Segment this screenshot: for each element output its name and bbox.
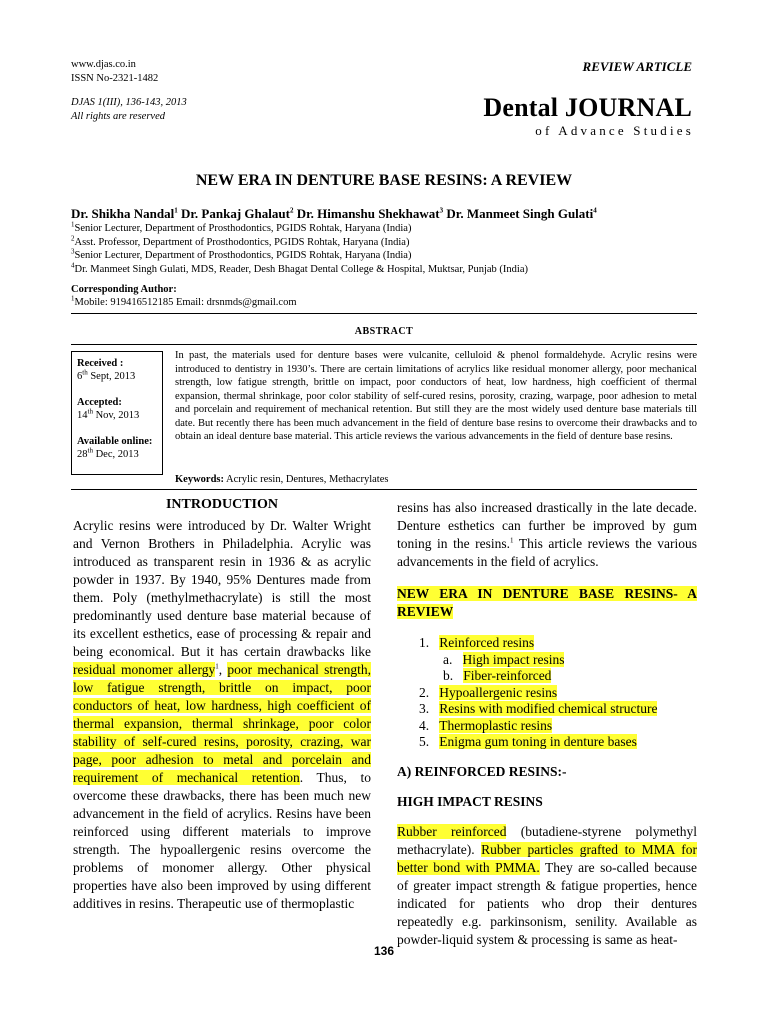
accepted-date: 14th Nov, 2013 bbox=[77, 407, 140, 421]
review-heading bbox=[397, 585, 697, 621]
keywords bbox=[175, 474, 388, 485]
author-name: Dr. Himanshu Shekhawat bbox=[293, 206, 440, 221]
affiliation-sup: 3 bbox=[71, 247, 75, 256]
corresponding-sup: 1 bbox=[71, 294, 75, 303]
journal-citation: DJAS 1(III), 136-143, 2013 bbox=[71, 97, 187, 108]
affiliation-sup: 1 bbox=[71, 220, 75, 229]
page-number: 136 bbox=[373, 944, 395, 958]
highlighted-text: Rubber reinforced bbox=[397, 823, 507, 839]
author-name: Dr. Pankaj Ghalaut bbox=[177, 206, 290, 221]
list-item: 5. Enigma gum toning in denture bases bbox=[419, 734, 637, 749]
journal-info bbox=[71, 58, 187, 124]
author-name: Dr. Shikha Nandal bbox=[71, 206, 175, 221]
highlighted-text: Reinforced resins bbox=[439, 635, 535, 650]
corresponding-label: Corresponding Author: bbox=[71, 284, 177, 295]
affiliation bbox=[71, 263, 528, 277]
divider bbox=[71, 344, 697, 345]
list-item: 4. Thermoplastic resins bbox=[419, 717, 553, 733]
keywords-text: Acrylic resin, Dentures, Methacrylates bbox=[224, 474, 389, 485]
highlighted-text: Enigma gum toning in denture bases bbox=[439, 734, 637, 749]
intro-text: Acrylic resins were introduced by Dr. Walter Wright and Vernon Brothers in Philadelphia. Acrylic was introduced as transparent resin in 1936 & as acrylic powder in 1937. By 1940, 95% Dentures made from them. Poly (methylmethacrylate) is still the most predominantly used denture base material because of its excellent esthetics, ease of processing & repair and being economical. But it has certain drawbacks like bbox=[73, 518, 371, 659]
review-list bbox=[397, 635, 697, 751]
highlighted-text: residual monomer allergy bbox=[73, 662, 216, 677]
article-type: REVIEW ARTICLE bbox=[582, 59, 692, 74]
author-sup: 2 bbox=[289, 206, 294, 215]
intro-continued bbox=[397, 499, 697, 571]
affiliation-sup: 2 bbox=[71, 234, 75, 242]
dates-box bbox=[71, 351, 163, 475]
divider bbox=[71, 489, 697, 490]
author-list bbox=[71, 206, 597, 222]
journal-name: Dental JOURNAL bbox=[483, 93, 692, 122]
corresponding-contact: Mobile: 919416512185 Email: drsnmds@gmail.com bbox=[74, 297, 297, 308]
affiliations bbox=[71, 222, 528, 276]
affiliation-text: Senior Lecturer, Department of Prosthodontics, PGIDS Rohtak, Haryana (India) bbox=[74, 223, 412, 234]
received-date: 6th Sept, 2013 bbox=[77, 368, 136, 382]
citation-sup: 1 bbox=[215, 662, 219, 671]
journal-website: www.djas.co.in bbox=[71, 59, 136, 70]
affiliation bbox=[71, 222, 528, 236]
affiliation-text: Senior Lecturer, Department of Prosthodontics, PGIDS Rohtak, Haryana (India) bbox=[74, 250, 412, 261]
intro-text: , bbox=[218, 662, 228, 677]
high-impact-body bbox=[397, 823, 697, 949]
body-text: (butadiene-styrene polymethyl methacrylate). bbox=[397, 823, 697, 857]
highlighted-text: High impact resins bbox=[462, 651, 565, 667]
author-name: Dr. Manmeet Singh Gulati bbox=[443, 206, 594, 221]
affiliation bbox=[71, 249, 528, 263]
journal-subtitle: of Advance Studies bbox=[535, 123, 694, 138]
article-title: NEW ERA IN DENTURE BASE RESINS: A REVIEW bbox=[195, 172, 573, 189]
affiliation-text: Dr. Manmeet Singh Gulati, MDS, Reader, Desh Bhagat Dental College & Hospital, Muktsar, Punjab (India) bbox=[74, 263, 528, 275]
online-label: Available online: bbox=[77, 436, 153, 447]
received-label: Received : bbox=[77, 358, 124, 369]
introduction-body bbox=[73, 517, 371, 913]
highlighted-text: Thermoplastic resins bbox=[439, 717, 553, 733]
divider bbox=[71, 313, 697, 314]
online-date: 28th Dec, 2013 bbox=[77, 446, 139, 460]
high-impact-heading: HIGH IMPACT RESINS bbox=[397, 793, 543, 809]
abstract-heading: ABSTRACT bbox=[354, 326, 414, 337]
highlighted-text: Hypoallergenic resins bbox=[439, 684, 558, 700]
author-sup: 1 bbox=[174, 206, 178, 215]
intro-text: . Thus, to overcome these drawbacks, there has been much new advancement in the field of acrylics. Resins have been reinforced using different materials to improve strength. The hypoallergenic resins overcome the problems of monomer allergy. Other physical properties have also been improved by using different additives in resins. Therapeutic use of thermoplastic bbox=[73, 770, 371, 911]
affiliation-text: Asst. Professor, Department of Prosthodontics, PGIDS Rohtak, Haryana (India) bbox=[74, 236, 410, 248]
highlighted-text: Fiber-reinforced bbox=[463, 668, 552, 683]
corresponding-author bbox=[71, 283, 297, 309]
body-text: They are so-called because of greater impact strength & fatigue properties, hence indicated for patients who drop their dentures repeatedly e.g. parkinsonism, senility. Available as powder-liquid system & processing is same as heat- bbox=[397, 859, 698, 947]
keywords-label: Keywords: bbox=[175, 474, 224, 485]
affiliation-sup: 4 bbox=[71, 261, 75, 269]
introduction-heading: INTRODUCTION bbox=[165, 497, 278, 512]
list-item: 1. Reinforced resins bbox=[419, 635, 535, 650]
list-item: 3. Resins with modified chemical structure bbox=[419, 701, 658, 716]
list-item: a. High impact resins bbox=[443, 651, 565, 667]
highlighted-text: Resins with modified chemical structure bbox=[439, 701, 658, 716]
highlighted-text: NEW ERA IN DENTURE BASE RESINS- A REVIEW bbox=[397, 586, 697, 619]
journal-rights: All rights are reserved bbox=[71, 111, 165, 122]
highlighted-text: poor mechanical strength, low fatigue strength, brittle on impact, poor conductors of heat, low hardness, high coefficient of thermal expansion, thermal shrinkage, poor color stability of self-cured resins, porosity, crazing, war page, poor adhesion to metal and porcelain and requirement of mechanical retention bbox=[73, 662, 371, 785]
list-item: b. Fiber-reinforced bbox=[443, 668, 552, 683]
citation-sup: 1 bbox=[510, 536, 514, 545]
highlighted-text: Rubber particles grafted to MMA for better bond with PMMA. bbox=[397, 841, 697, 875]
journal-issn: ISSN No-2321-1482 bbox=[71, 73, 159, 84]
abstract-text: In past, the materials used for denture bases were vulcanite, celluloid & phenol formaldehyde. Acrylic resins were introduced to dentistry in 1930’s. There are certain limitations of acrylics like residual monomer allergy, poor mechanical strength, low fatigue strength, brittle on impact, poor conductors of heat, low hardness, high coefficient of thermal expansion, thermal shrinkage, poor color stability of self-cured resins, porosity, crazing, warpage, poor adhesion to metal and porcelain and requirement of mechanical retention. But still they are the most widely used denture base materials till date. But recently there has been much advancement in the field of denture base resins to overcome their drawbacks and to obtain an ideal denture base material. This article reviews the various advancements in the field of denture base resins. bbox=[175, 350, 697, 442]
affiliation bbox=[71, 236, 528, 250]
list-item: 2. Hypoallergenic resins bbox=[419, 684, 558, 700]
reinforced-resins-heading: A) REINFORCED RESINS:- bbox=[397, 763, 567, 779]
accepted-label: Accepted: bbox=[77, 397, 122, 408]
author-sup: 3 bbox=[439, 206, 444, 215]
intro-text: resins has also increased drastically in the late decade. Denture esthetics can further be improved by gum toning in the resins. bbox=[397, 500, 697, 551]
author-sup: 4 bbox=[593, 206, 597, 215]
intro-text: This article reviews the various advancements in the field of acrylics. bbox=[397, 536, 697, 569]
right-column bbox=[397, 499, 697, 949]
